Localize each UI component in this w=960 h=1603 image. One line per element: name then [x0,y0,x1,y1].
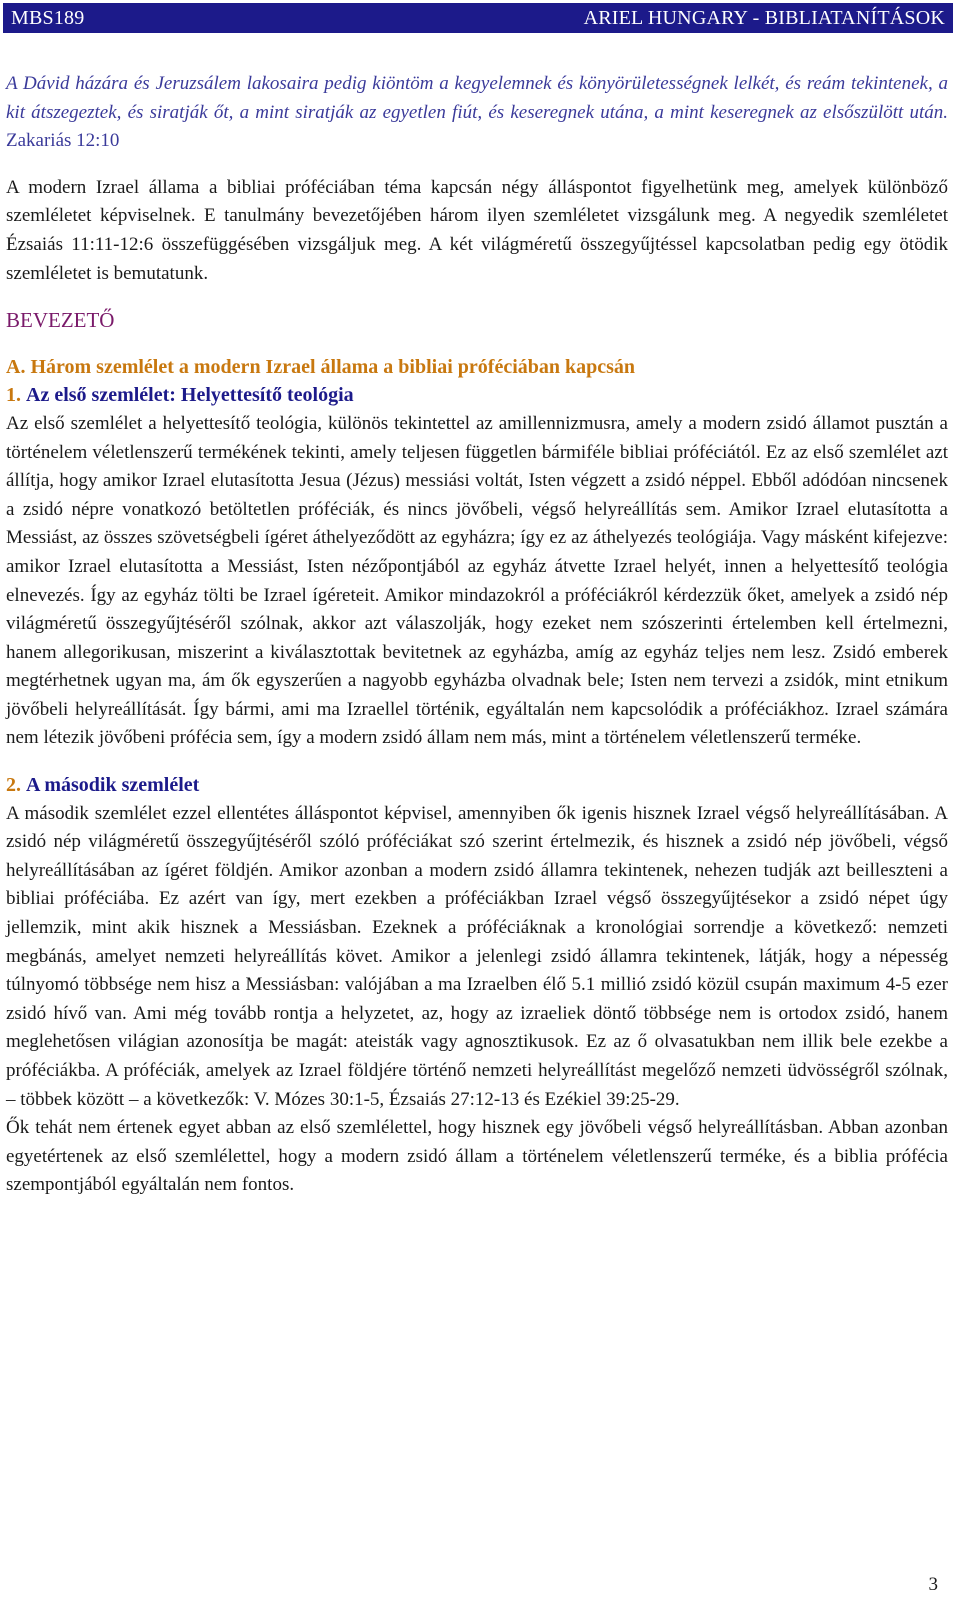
header-doc-code: MBS189 [11,6,85,29]
document-header [3,3,953,33]
view2-heading [6,771,948,800]
view2-title: A második szemlélet [26,774,200,797]
document-body [6,70,948,1200]
view2-paragraph-1: A második szemlélet ezzel ellentétes álláspontot képvisel, amennyiben ők igenis hisznek Izrael végső helyreállításában. A zsidó nép világméretű összegyűjtéséről szóló próféciákat szó szerint értelmezik, és hisznek a zsidó nép jövőbeli, végső helyreállításában az ígéret földjén. Amikor azonban a modern zsidó államra tekintenek, nehezen tudják azt beilleszteni a bibliai próféciába. Ez azért van így, mert ezekben a próféciákban Izrael végső összegyűjtésekor a zsidó népet úgy jellemzik, mint akik hisznek a Messiásban. Ezeknek a próféciáknak a kronológiai sorrendje a következő: nemzeti megbánás, amelyet nemzeti helyreállítás követ. Amikor a jelenlegi zsidó államra tekintenek, látják, hogy a népesség túlnyomó többsége nem hisz a Messiásban: valójában a ma Izraelben élő 5.1 millió zsidó közül csupán maximum 4-5 ezer zsidó hívő van. Ami még tovább rontja a helyzetet, az, hogy az izraeliek döntő többsége nem is ortodox zsidó, hanem meglehetősen világian azonosítja be magát: ateisták vagy agnosztikusok. Ez az ő olvasatukban nem illik bele ezekbe a próféciákba. A próféciák, amelyek az Izrael földjére történő nemzeti helyreállítást megelőző nemzeti üdvösségről szólnak, – többek között – a következők: V. Mózes 30:1-5, Ézsaiás 27:12-13 és Ezékiel 39:25-29. [6,802,948,1110]
intro-paragraph: A modern Izrael állama a bibliai próféciában téma kapcsán négy álláspontot figyelhetünk meg, amelyek különböző szemléletet képviselnek. E tanulmány bevezetőjében három ilyen szemléletet vizsgálunk meg. A negyedik szemléletet Ézsaiás 11:11-12:6 összefüggésében vizsgáljuk meg. A két világméretű összegyűjtéssel kapcsolatban pedig egy ötödik szemléletet is bemutatunk. [6,176,948,284]
spacer [6,288,948,306]
view1-heading [6,381,948,410]
view1-paragraph: Az első szemlélet a helyettesítő teológia, különös tekintettel az amillennizmusra, amely a modern zsidó államot pusztán a történelem véletlenszerű termékének tekinti, amely teljesen független bármiféle bibliai próféciától. Ez az első szemlélet azt állítja, hogy amikor Izrael elutasította Jesua (Jézus) messiási voltát, Isten végzett a zsidó néppel. Ebből adódóan nincsenek a zsidó népre vonatkozó betöltetlen próféciák, és nincs jövőbeli, végső helyreállítás sem. Amikor Izrael elutasította a Messiást, az összes szövetségbeli ígéret áthelyeződött az egyházra; így ez az áthelyezés teológiája. Vagy másként kifejezve: amikor Izrael elutasította a Messiást, Isten nézőpontjából az egyház átvette Izrael helyét, innen a helyettesítő teológia elnevezés. Így az egyház tölti be Izrael ígéreteit. Amikor mindazokról a próféciákról kérdezzük őket, amelyek a zsidó nép világméretű összegyűjtéséről szólnak, akkor azt válaszolják, hogy ezeket nem szószerinti értelemben kell értelmezni, hanem allegorikusan, miszerint a kiválasztottak bevitetnek az egyházba, amíg az egyház teljes nem lesz. Zsidó emberek megtérhetnek ugyan ma, ám ők egyszerűen a nagyobb egyházba olvadnak bele; Isten nem tervezi a zsidók, mint etnikum jövőbeli helyreállítását. Így bármi, ami ma Izraellel történik, egyáltalán nem kapcsolódik a próféciákhoz. Izrael számára nem létezik jövőbeni prófécia sem, így a modern zsidó állam nem más, mint a történelem véletlenszerű terméke. [6,412,948,749]
view2-number: 2. [6,774,21,797]
view1-title: Az első szemlélet: Helyettesítő teológia [26,384,354,407]
subsection-heading-a: A. Három szemlélet a modern Izrael állama a bibliai próféciában kapcsán [6,355,636,378]
intro-quote-text: A Dávid házára és Jeruzsálem lakosaira pedig kiöntöm a kegyelemnek és könyörületességnek lelkét, és reám tekintenek, a kit átszegeztek, és siratják őt, a mint siratják az egyetlen fiút, és keseregnek utána, a mint keseregnek az elsőszülött után. [6,73,948,123]
header-series-title: ARIEL HUNGARY - BIBLIATANÍTÁSOK [583,6,945,29]
intro-quote-reference: Zakariás 12:10 [6,130,120,152]
view1-number: 1. [6,384,21,407]
spacer [6,335,948,353]
intro-quote [6,70,948,156]
view2-paragraph-2: Ők tehát nem értenek egyet abban az első szemlélettel, hogy hisznek egy jövőbeli végső helyreállításban. Abban azonban egyetértenek az első szemlélettel, hogy a modern zsidó állam a történelem véletlenszerű terméke, és a biblia prófécia szempontjából egyáltalán nem fontos. [6,1117,948,1196]
spacer [6,156,948,174]
section-title: BEVEZETŐ [6,308,115,333]
page-number: 3 [928,1574,938,1595]
spacer [6,753,948,771]
